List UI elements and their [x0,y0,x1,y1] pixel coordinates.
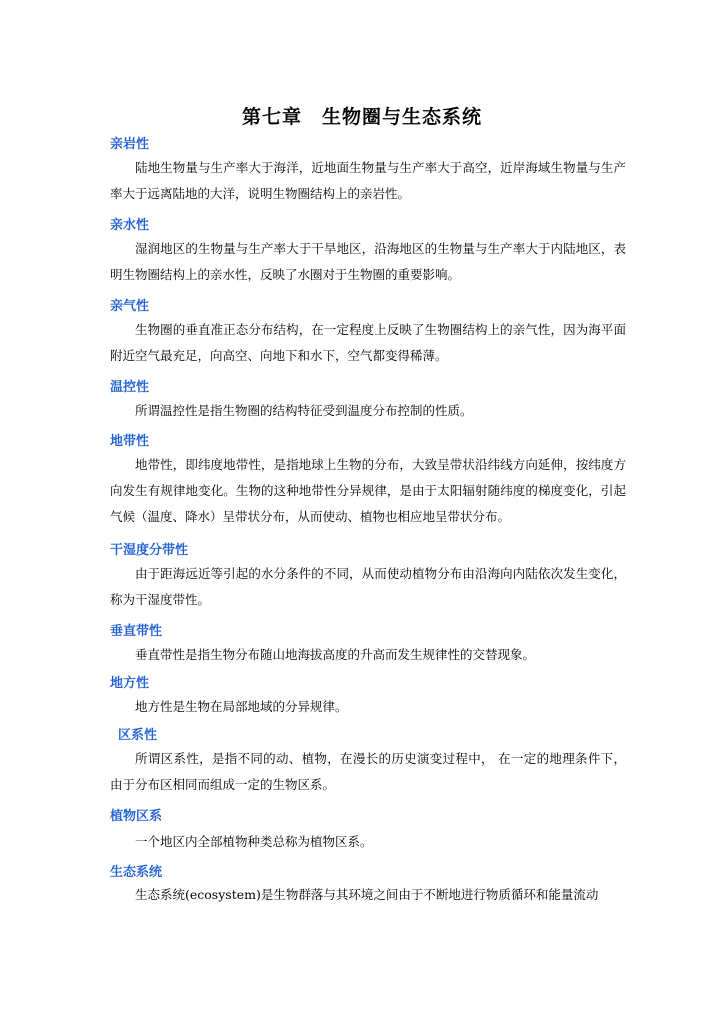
heading-zhiwu-quxi: 植物区系 [110,809,163,824]
heading-ganshidu-fendaixing: 干湿度分带性 [110,543,189,558]
paragraph-didaixing: 地带性，即纬度地带性，是指地球上生物的分布，大致呈带状沿纬线方向延伸，按纬度方向发生有规律地变化。生物的这种地带性分异规律，是由于太阳辐射随纬度的梯度变化，引起气候（温度、降水）呈带状分布，从而使动、植物也相应地呈带状分布。 [110,457,626,524]
heading-qinyanxing: 亲岩性 [110,137,150,152]
heading-qinshuixing: 亲水性 [110,218,150,233]
heading-quxixing: 区系性 [118,728,158,743]
paragraph-ganshidu-fendaixing: 由于距海远近等引起的水分条件的不同，从而使动植物分布由沿海向内陆依次发生变化，称为干湿度带性。 [110,566,626,607]
paragraph-shengtai-xitong: 生态系统(ecosystem)是生物群落与其环境之间由于不断地进行物质循环和能量流动 [135,887,599,902]
heading-shengtai-xitong: 生态系统 [110,865,163,880]
heading-chuizhi-daixing: 垂直带性 [110,624,163,639]
heading-wenkongxing: 温控性 [110,380,150,395]
heading-difangxing: 地方性 [110,676,150,691]
heading-didaixing: 地带性 [110,434,150,449]
paragraph-difangxing: 地方性是生物在局部地域的分异规律。 [135,699,348,714]
chapter-title: 第七章 生物圈与生态系统 [241,106,482,128]
heading-qinqixing: 亲气性 [110,299,150,314]
paragraph-qinshuixing: 湿润地区的生物量与生产率大于干旱地区，沿海地区的生物量与生产率大于内陆地区，表明生物圈结构上的亲水性，反映了水圈对于生物圈的重要影响。 [110,241,626,282]
paragraph-quxixing: 所谓区系性，是指不同的动、植物，在漫长的历史演变过程中， 在一定的地理条件下，由于分布区相同而组成一定的生物区系。 [110,751,626,792]
paragraph-qinyanxing: 陆地生物量与生产率大于海洋，近地面生物量与生产率大于高空，近岸海域生物量与生产率大于远离陆地的大洋，说明生物圈结构上的亲岩性。 [110,160,626,201]
paragraph-zhiwu-quxi: 一个地区内全部植物种类总称为植物区系。 [135,834,373,849]
paragraph-chuizhi-daixing: 垂直带性是指生物分布随山地海拔高度的升高而发生规律性的交替现象。 [135,647,536,662]
paragraph-qinqixing: 生物圈的垂直准正态分布结构，在一定程度上反映了生物圈结构上的亲气性，因为海平面附近空气最充足，向高空、向地下和水下，空气都变得稀薄。 [110,322,626,363]
paragraph-wenkongxing: 所谓温控性是指生物圈的结构特征受到温度分布控制的性质。 [135,403,473,418]
